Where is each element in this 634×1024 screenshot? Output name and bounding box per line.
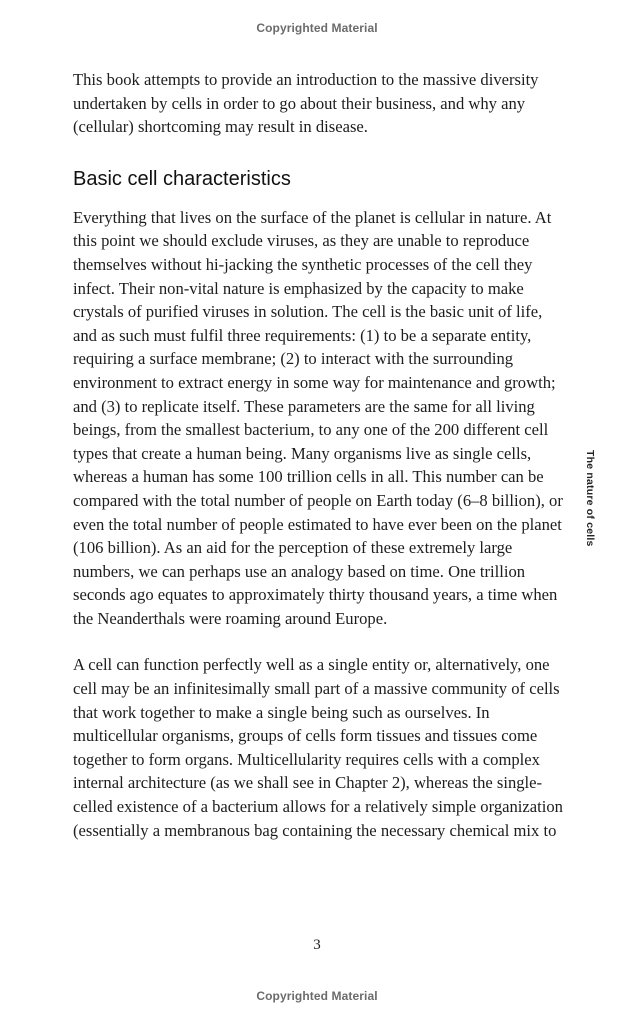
body-paragraph-1: Everything that lives on the surface of the planet is cellular in nature. At this point we should exclude viruses, as they are unable to reproduce themselves without hi-jacking the synthetic processes of the cell they infect. Their non-vital nature is emphasized by the capacity to make crystals of purified viruses in solution. The cell is the basic unit of life, and as such must fulfil three requirements: (1) to be a separate entity, requiring a surface membrane; (2) to interact with the surrounding environment to extract energy in some way for maintenance and growth; and (3) to replicate itself. These parameters are the same for all living beings, from the smallest bacterium, to any one of the 200 different cell types that create a human being. Many organisms live as single cells, whereas a human has some 100 trillion cells in all. This number can be compared with the total number of people on Earth today (6–8 billion), or even the total number of people estimated to have ever been on the planet (106 billion). As an aid for the perception of these extremely large numbers, we can perhaps use an analogy based on time. One trillion seconds ago equates to approximately thirty thousand years, a time when the Neanderthals were roaming around Europe. (73, 207, 563, 628)
copyright-watermark-bottom: Copyrighted Material (256, 989, 378, 1003)
intro-paragraph: This book attempts to provide an introduction to the massive diversity undertaken by cells in order to go about their business, and why any (cellular) shortcoming may result in disease. (73, 70, 539, 137)
running-chapter-title: The nature of cells (584, 450, 596, 547)
copyright-watermark-top: Copyrighted Material (256, 21, 378, 35)
page-body (73, 68, 563, 842)
page-number: 3 (313, 937, 321, 953)
section-heading: Basic cell characteristics (73, 167, 291, 190)
body-paragraph-2: A cell can function perfectly well as a single entity or, alternatively, one cell may be an infinitesimally small part of a massive community of cells that work together to make a single being such as ourselves. In multicellular organisms, groups of cells form tissues and tissues come together to form organs. Multicellularity requires cells with a complex internal architecture (as we shall see in Chapter 2), whereas the single-celled existence of a bacterium allows for a relatively simple organization (essentially a membranous bag containing the necessary chemical mix to (73, 655, 563, 840)
